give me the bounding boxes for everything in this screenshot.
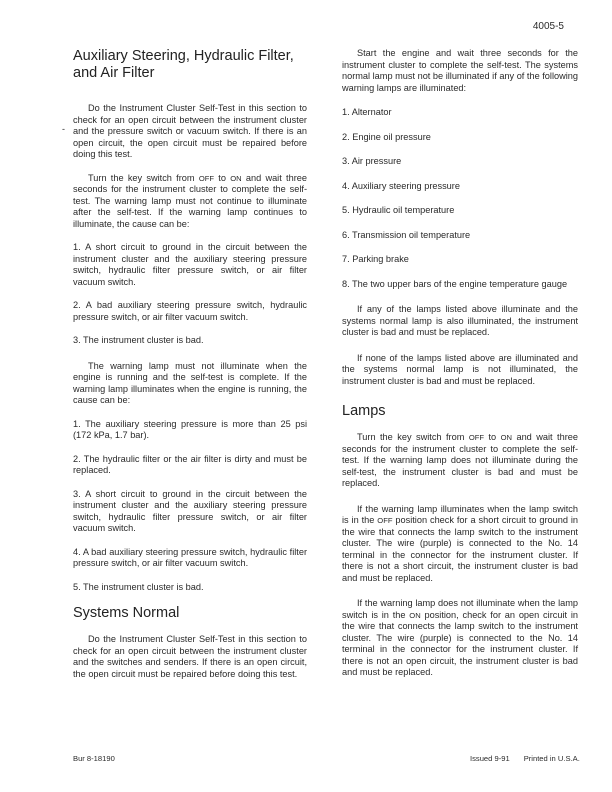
left-column bbox=[73, 48, 307, 680]
section-title-lamps: Lamps bbox=[342, 403, 386, 419]
list-item: 4. A bad auxiliary steering pressure switch, hydraulic filter pressure switch, or air filter vacuum switch. bbox=[73, 546, 307, 568]
paragraph: The warning lamp must not illuminate when the engine is running and the self-test is complete. If the warning lamp illuminates when the engine is running, the cause can be: bbox=[73, 360, 307, 405]
paragraph: If any of the lamps listed above illuminate and the systems normal lamp is also illuminated, the instrument cluster is bad and must be replaced. bbox=[342, 304, 578, 337]
section-title-auxiliary: Auxiliary Steering, Hydraulic Filter, and Air Filter bbox=[73, 48, 294, 81]
list-item: 3. A short circuit to ground in the circuit between the instrument cluster and the auxiliary steering pressure switch, hydraulic filter pressure switch, or air filter vacuum switch. bbox=[73, 488, 307, 533]
cause-list-1 bbox=[73, 242, 307, 347]
paragraph: If none of the lamps listed above are illuminated and the systems normal lamp is not illuminated, the instrument cluster is bad and must be replaced. bbox=[342, 352, 578, 386]
cause-list-2 bbox=[73, 419, 307, 594]
paragraph: Do the Instrument Cluster Self-Test in this section to check for an open circuit between the instrument cluster and the switches and senders. If there is an open circuit, the open circuit must be repaired before doing this test. bbox=[73, 634, 307, 679]
paragraph: Start the engine and wait three seconds for the instrument cluster to complete the self-test. The systems normal lamp must not be illuminated if any of the following warning lamps are illuminated: bbox=[342, 48, 578, 93]
list-item: 4. Auxiliary steering pressure bbox=[342, 180, 460, 191]
list-item: 1. Alternator bbox=[342, 107, 392, 117]
paragraph: Do the Instrument Cluster Self-Test in this section to check for an open circuit between the instrument cluster and the pressure switch or vacuum switch. If there is an open circuit, the open circuit must be repaired before doing this test. bbox=[73, 103, 307, 159]
list-item: 8. The two upper bars of the engine temperature gauge bbox=[342, 278, 568, 289]
list-item: 1. The auxiliary steering pressure is more than 25 psi (172 kPa, 1.7 bar). bbox=[73, 418, 307, 440]
list-item: 5. The instrument cluster is bad. bbox=[73, 581, 204, 592]
margin-mark: - bbox=[62, 124, 65, 134]
list-item: 7. Parking brake bbox=[342, 254, 409, 264]
page-number: 4005-5 bbox=[532, 21, 564, 32]
list-item: 2. A bad auxiliary steering pressure switch, hydraulic pressure switch, or air filter vacuum switch. bbox=[73, 300, 307, 322]
paragraph: If the warning lamp illuminates when the lamp switch is in the OFF position check for a short circuit to ground in the wire that connects the lamp switch to the instrument cluster. The wire (purple) is connected to the No. 14 terminal in the connector for the instrument cluster. If there is not a short circuit, the instrument cluster is bad and must be replaced. bbox=[342, 503, 579, 583]
list-item: 5. Hydraulic oil temperature bbox=[342, 205, 455, 215]
list-item: 2. The hydraulic filter or the air filter is dirty and must be replaced. bbox=[73, 453, 307, 475]
list-item: 3. Air pressure bbox=[342, 156, 402, 166]
list-item: 1. A short circuit to ground in the circuit between the instrument cluster and the auxiliary steering pressure switch, hydraulic filter pressure switch, or air filter vacuum switch. bbox=[73, 242, 307, 287]
list-item: 2. Engine oil pressure bbox=[342, 131, 431, 142]
warning-lamp-list bbox=[342, 107, 578, 290]
paragraph: Turn the key switch from OFF to ON and wait three seconds for the instrument cluster to complete the self-test. If the warning lamp does not illuminate during the self-test, the instrument cluster is bad and must be replaced. bbox=[342, 432, 578, 488]
list-item: 6. Transmission oil temperature bbox=[342, 229, 471, 240]
paragraph: If the warning lamp does not illuminate when the lamp switch is in the ON position, check for an open circuit in the wire that connects the lamp switch to the instrument cluster. The wire (purple) is connected to the No. 14 terminal in the connector for the instrument cluster. If there is not an open circuit, the instrument cluster is bad and must be replaced. bbox=[342, 598, 578, 677]
list-item: 3. The instrument cluster is bad. bbox=[73, 335, 204, 345]
footer-document-number: Bur 8-18190 bbox=[73, 754, 115, 763]
right-column bbox=[342, 48, 578, 679]
section-title-systems-normal: Systems Normal bbox=[73, 605, 180, 621]
footer-issue-info: Issued 9-91 Printed in U.S.A. bbox=[470, 754, 580, 763]
paragraph: Turn the key switch from OFF to ON and wait three seconds for the instrument cluster to complete the self-test. The warning lamp must not continue to illuminate after the self-test. If the warning lamp continues to illuminate, the cause can be: bbox=[73, 172, 307, 229]
